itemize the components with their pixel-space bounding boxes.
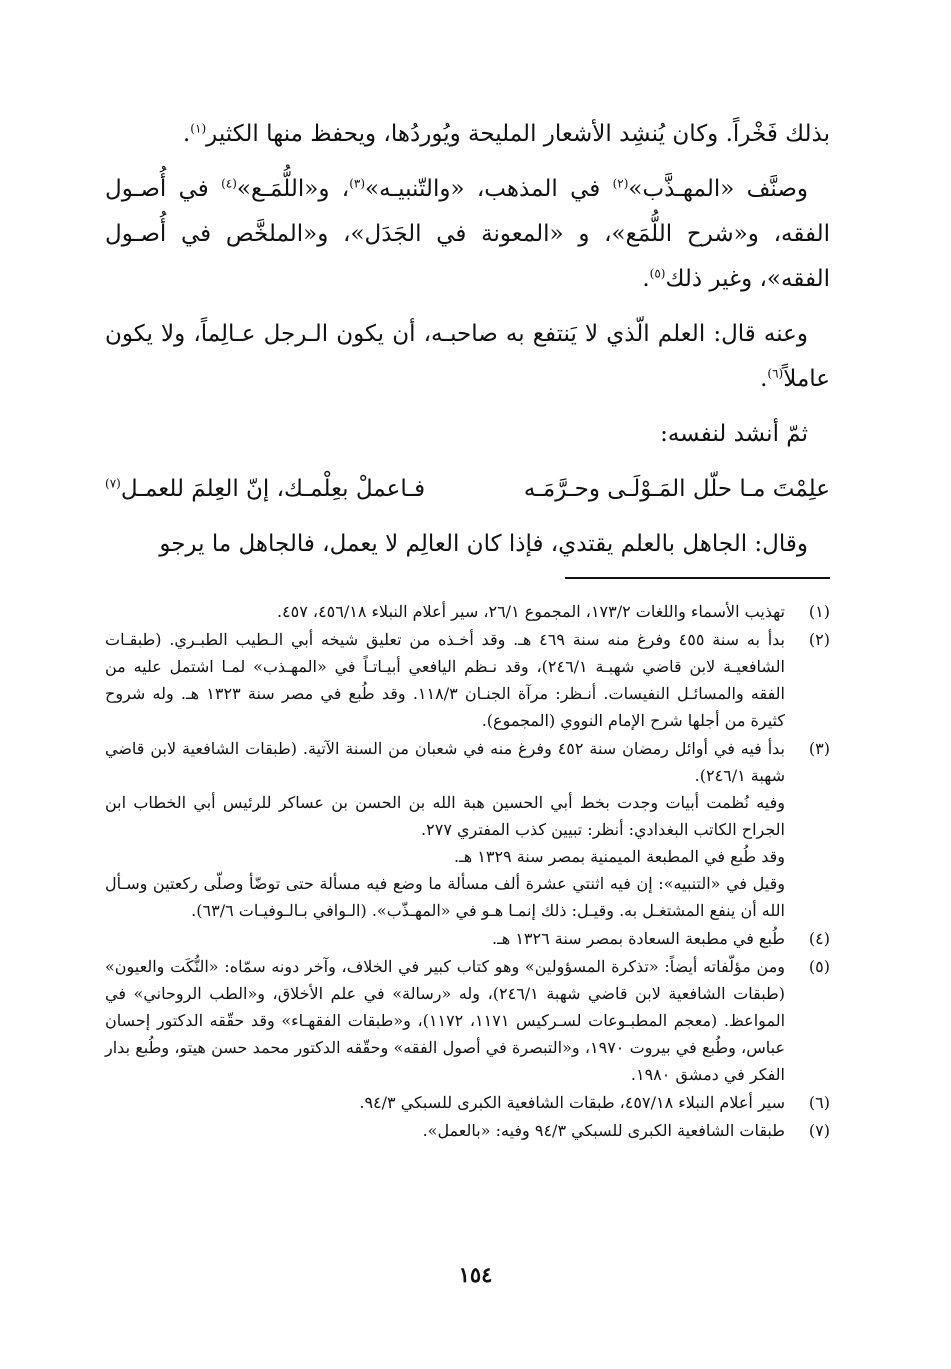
- footnote-6: [105, 1089, 830, 1116]
- footnote-4: [105, 925, 830, 952]
- footnote-separator: [565, 577, 830, 579]
- footnote-line: تهذيب الأسماء واللغات ١٧٣/٢، المجموع ٢٦/١، سير أعلام النبلاء ٤٥٦/١٨، ٤٥٧.: [276, 602, 785, 621]
- footnote-line: وقد طُبع في المطبعة الميمنية بمصر سنة ١٣٢٩ هـ.: [453, 847, 785, 866]
- footnote-text: [105, 1117, 785, 1144]
- footnote-number: (٦): [808, 1093, 830, 1112]
- paragraph-2-part-d: في أُصـول الفقه، و«شرح اللُّمَع»، و «المعونة في الجَدَل»، و«الملخَّص في أُصـول الفقه»، وغير ذلك: [105, 176, 830, 292]
- footnote-text: [105, 925, 785, 952]
- main-text: [105, 112, 830, 577]
- footnote-3: [105, 735, 830, 924]
- footnote-7: [105, 1117, 830, 1144]
- footnote-text: [105, 598, 785, 625]
- paragraph-5: وقال: الجاهل بالعلم يقتدي، فإذا كان العالِم لا يعمل، فالجاهل ما يرجو: [159, 531, 808, 557]
- footnote-line: بدأ به سنة ٤٥٥ وفرغ منه سنة ٤٦٩ هـ. وقد أخـذه من تعليق شيخه أبي الـطيب الطبـري. (طبقـات الشافعيـة لابن قاضي شهبـة ٢٤٦/١)، وقد نـظم اليافعي أبيـاتـاً في «المهـذب» لمـا اشتمل عليه من الفقه والمسائـل النفيسات. أنـظر: مرآة الجنـان ١١٨/٣. وقد طُبع في مصر سنة ١٣٢٣ هـ. وله شروح كثيرة من أجلها شرح الإمام النووي (المجموع).: [105, 630, 785, 730]
- paragraph-2-part-c: ، و«اللُّمَـع»: [236, 176, 350, 202]
- footnote-number: (٧): [808, 1121, 830, 1140]
- paragraph-2: [105, 167, 830, 302]
- footnote-text: [105, 626, 785, 734]
- footnote-ref-4: (٤): [221, 176, 237, 191]
- footnote-1: [105, 598, 830, 625]
- footnote-line: بدأ فيه في أوائل رمضان سنة ٤٥٢ وفرغ منه في شعبان من السنة الآتية. (طبقات الشافعية لابن قاضي شهبة ٢٤٦/١).: [105, 739, 785, 785]
- paragraph-3: [105, 312, 830, 402]
- footnote-ref-5: (٥): [649, 266, 666, 281]
- verse-second-hemistich: [105, 467, 425, 512]
- footnote-line: ومن مؤلّفاته أيضاً: «تذكرة المسؤولين» وهو كتاب كبير في الخلاف، وآخر دونه سمّاه: «النُّكَت والعيون» (طبقات الشافعية لابن قاضي شهبة ٢٤٦/١)، وله «رسالة» في علم الأخلاق، و«الطب الروحاني» في المواعظ. (معجم المطبـوعات لسـركيس ١١٧١، ١١٧٢)، و«طبقات الفقهـاء» وقد حقّقه الدكتور إحسان عباس، وطُبع في بيروت ١٩٧٠، و«التبصرة في أصول الفقه» وحقّقه الدكتور محمد حسن هيتو، وطُبع بدار الفكر في دمشق ١٩٨٠.: [105, 957, 786, 1084]
- verse-first-hemistich: علِمْتَ مـا حلّل المَـوْلَـى وحـرَّمَـه: [523, 476, 830, 502]
- footnote-line: طبقات الشافعية الكبرى للسبكي ٩٤/٣ وفيه: «بالعمل».: [422, 1121, 785, 1140]
- footnote-line: طُبع في مطبعة السعادة بمصر سنة ١٣٢٦ هـ.: [492, 929, 785, 948]
- footnote-ref-7: (٧): [105, 476, 121, 491]
- footnote-number: (١): [808, 602, 830, 621]
- footnote-line: وقيل في «التنبيه»: إن فيه اثنتي عشرة ألف مسألة ما وضع فيه مسألة حتى توضّأ وصلّى ركعتين وسـأل الله أن ينفع المشتغـل به. وقيـل: ذلك إنمـا هـو في «المهـذّب». (الـوافي بـالـوفيـات ٦٣/٦).: [105, 874, 785, 920]
- footnote-text: [105, 1089, 785, 1116]
- footnote-ref-3: (٣): [349, 176, 366, 191]
- verse-second-hemistich-text: فـاعملْ بعِلْمـك، إنّ العِلمَ للعمـل: [120, 476, 426, 502]
- paragraph-2-part-b: في المذهب، «والتّنبيـه»: [365, 176, 613, 202]
- paragraph-2-part-a: وصنَّف «المهـذَّب»: [628, 176, 809, 202]
- footnote-5: [105, 953, 830, 1088]
- paragraph-1-text: بذلك فَخْراً. وكان يُنشِد الأشعار المليحة ويُوردُها، ويحفظ منها الكثير: [206, 121, 830, 147]
- footnote-number: (٤): [808, 929, 830, 948]
- footnote-ref-2: (٢): [612, 176, 629, 191]
- footnote-number: (٣): [808, 739, 830, 758]
- paragraph-4: ثمّ أنشد لنفسه:: [660, 421, 808, 447]
- footnote-number: (٢): [808, 630, 830, 649]
- footnote-2: [105, 626, 830, 734]
- footnote-number: (٥): [808, 957, 830, 976]
- footnote-text: [105, 735, 785, 924]
- paragraph-3-end: .: [760, 366, 768, 392]
- poem-verse: [105, 467, 830, 512]
- footnotes: [105, 598, 830, 1145]
- paragraph-1-end: .: [182, 121, 191, 147]
- paragraph-3-text: وعنه قال: العلم الّذي لا يَنتفع به صاحبـه، أن يكون الـرجل عـالِماً، ولا يكون عاملاً: [105, 321, 830, 392]
- footnote-ref-6: (٦): [767, 366, 784, 381]
- page-number: ١٥٤: [458, 1262, 493, 1287]
- footnote-text: [105, 953, 785, 1088]
- paragraph-1: [105, 112, 830, 157]
- footnote-ref-1: (١): [190, 121, 207, 136]
- paragraph-2-end: .: [642, 266, 650, 292]
- footnote-line: سير أعلام النبلاء ٤٥٧/١٨، طبقات الشافعية الكبرى للسبكي ٩٤/٣.: [359, 1093, 785, 1112]
- footnote-line: وفيه نُظمت أبيات وجدت بخط أبي الحسين هبة الله بن الحسن بن عساكر للرئيس أبي الخطاب ابن الجراح الكاتب البغدادي: أنظر: تبيين كذب المفتري ٢٧٧.: [105, 793, 785, 839]
